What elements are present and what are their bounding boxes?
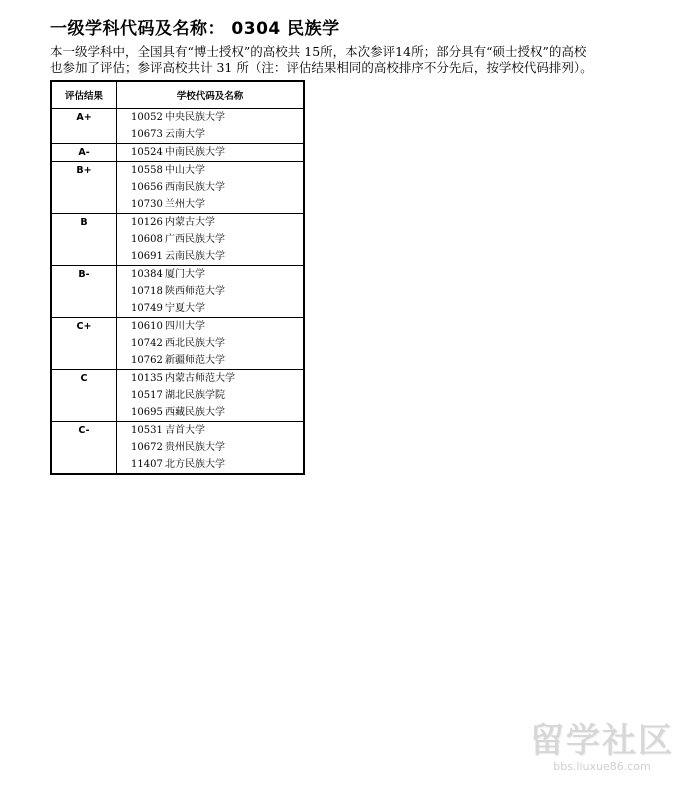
school-entry xyxy=(117,300,303,317)
header-school: 学校代码及名称 xyxy=(117,81,305,109)
school-entry xyxy=(117,335,303,352)
table-row xyxy=(51,318,304,370)
grade-cell: A- xyxy=(51,144,117,162)
school-name: 中山大学 xyxy=(165,165,205,176)
school-name: 中央民族大学 xyxy=(165,112,225,123)
school-entry xyxy=(117,352,303,369)
school-name: 宁夏大学 xyxy=(165,303,205,314)
table-row xyxy=(51,162,304,214)
school-cell xyxy=(117,214,305,266)
school-name: 西南民族大学 xyxy=(165,182,225,193)
watermark-url: bbs.liuxue86.com xyxy=(553,760,651,773)
table-row xyxy=(51,266,304,318)
school-code: 10517 xyxy=(131,390,163,401)
school-cell xyxy=(117,266,305,318)
grade-cell: A+ xyxy=(51,109,117,144)
school-code: 10384 xyxy=(131,269,163,280)
school-code: 10749 xyxy=(131,303,163,314)
table-body xyxy=(51,109,304,475)
school-cell xyxy=(117,162,305,214)
school-code: 10558 xyxy=(131,165,163,176)
school-cell xyxy=(117,109,305,144)
intro-paragraph xyxy=(50,44,650,76)
school-entry xyxy=(117,179,303,196)
table-row xyxy=(51,422,304,475)
school-code: 10524 xyxy=(131,147,163,158)
school-code: 10718 xyxy=(131,286,163,297)
school-name: 贵州民族大学 xyxy=(165,442,225,453)
school-code: 10052 xyxy=(131,112,163,123)
school-name: 广西民族大学 xyxy=(165,234,225,245)
school-name: 四川大学 xyxy=(165,321,205,332)
school-entry xyxy=(117,126,303,143)
school-code: 10673 xyxy=(131,129,163,140)
table-row xyxy=(51,109,304,144)
school-code: 10742 xyxy=(131,338,163,349)
school-entry xyxy=(117,144,303,161)
watermark-text: 留学社区 xyxy=(530,721,674,761)
table-row xyxy=(51,370,304,422)
school-code: 10691 xyxy=(131,251,163,262)
school-cell xyxy=(117,144,305,162)
school-name: 北方民族大学 xyxy=(165,459,225,470)
school-entry xyxy=(117,370,303,387)
table-row xyxy=(51,144,304,162)
school-entry xyxy=(117,196,303,213)
school-code: 10656 xyxy=(131,182,163,193)
grade-cell: C+ xyxy=(51,318,117,370)
school-name: 湖北民族学院 xyxy=(165,390,225,401)
school-entry xyxy=(117,109,303,126)
school-cell xyxy=(117,370,305,422)
school-code: 10135 xyxy=(131,373,163,384)
school-entry xyxy=(117,456,303,473)
school-entry xyxy=(117,162,303,179)
school-entry xyxy=(117,248,303,265)
school-entry xyxy=(117,231,303,248)
school-name: 西北民族大学 xyxy=(165,338,225,349)
school-name: 兰州大学 xyxy=(165,199,205,210)
school-code: 10695 xyxy=(131,407,163,418)
school-entry xyxy=(117,387,303,404)
school-name: 中南民族大学 xyxy=(165,147,225,158)
school-cell xyxy=(117,422,305,475)
school-name: 吉首大学 xyxy=(165,425,205,436)
page-title: 一级学科代码及名称： 0304 民族学 xyxy=(50,19,340,39)
school-code: 10610 xyxy=(131,321,163,332)
school-code: 10531 xyxy=(131,425,163,436)
header-grade: 评估结果 xyxy=(51,81,117,109)
grade-cell: C- xyxy=(51,422,117,475)
school-code: 10762 xyxy=(131,355,163,366)
school-code: 10126 xyxy=(131,217,163,228)
table-row xyxy=(51,214,304,266)
school-code: 10608 xyxy=(131,234,163,245)
grade-cell: B xyxy=(51,214,117,266)
intro-line-2: 也参加了评估；参评高校共计 31 所（注：评估结果相同的高校排序不分先后，按学校代码排列）。 xyxy=(50,60,593,75)
school-name: 陕西师范大学 xyxy=(165,286,225,297)
school-name: 云南民族大学 xyxy=(165,251,225,262)
school-entry xyxy=(117,439,303,456)
grade-cell: B+ xyxy=(51,162,117,214)
school-name: 内蒙古师范大学 xyxy=(165,373,235,384)
watermark-logo xyxy=(530,713,674,773)
school-entry xyxy=(117,318,303,335)
school-code: 10730 xyxy=(131,199,163,210)
grade-cell: B- xyxy=(51,266,117,318)
school-entry xyxy=(117,266,303,283)
intro-line-1: 本一级学科中，全国具有“博士授权”的高校共 15所，本次参评14所；部分具有“硕士授权”的高校 xyxy=(50,44,587,59)
school-name: 西藏民族大学 xyxy=(165,407,225,418)
evaluation-table xyxy=(50,80,305,475)
school-code: 10672 xyxy=(131,442,163,453)
grade-cell: C xyxy=(51,370,117,422)
school-name: 内蒙古大学 xyxy=(165,217,215,228)
school-entry xyxy=(117,214,303,231)
school-name: 云南大学 xyxy=(165,129,205,140)
school-entry xyxy=(117,283,303,300)
school-entry xyxy=(117,404,303,421)
school-code: 11407 xyxy=(131,459,163,470)
school-entry xyxy=(117,422,303,439)
school-name: 厦门大学 xyxy=(165,269,205,280)
school-cell xyxy=(117,318,305,370)
table-header-row xyxy=(51,81,304,109)
school-name: 新疆师范大学 xyxy=(165,355,225,366)
